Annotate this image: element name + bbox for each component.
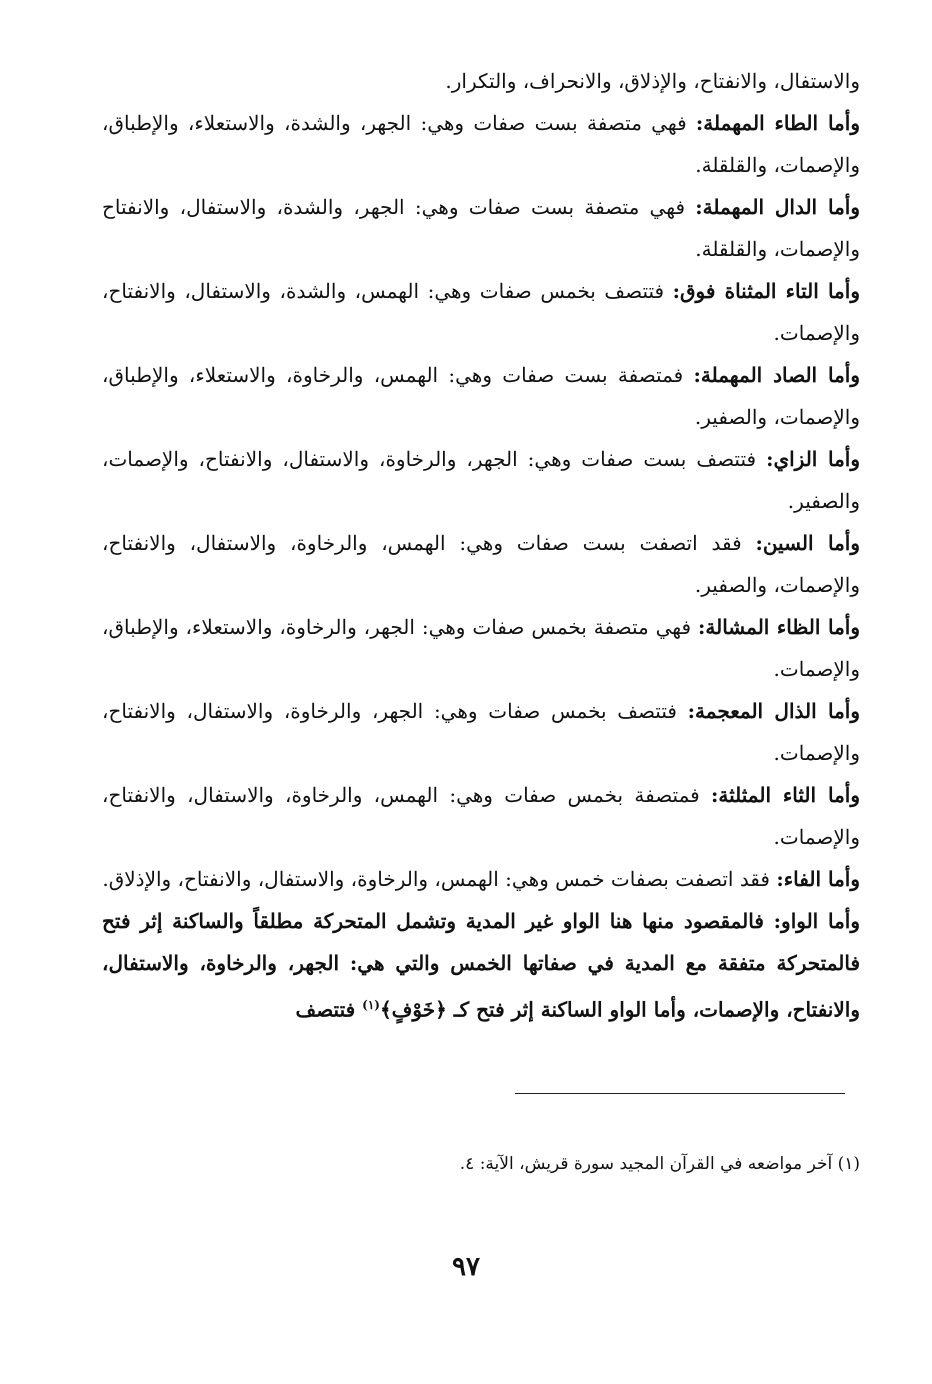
paragraph-heading: وأما السين: [755, 531, 860, 555]
paragraph-heading: وأما الدال المهملة: [695, 195, 861, 219]
paragraph-heading: وأما الزاي: [766, 447, 860, 471]
paragraph-text: فتتصف بخمس صفات وهي: الجهر، والرخاوة، والاستفال، والانفتاح، والإصمات. [102, 699, 860, 765]
paragraph [102, 858, 860, 900]
paragraph-text: فتتصف بخمس صفات وهي: الهمس، والشدة، والاستفال، والانفتاح، والإصمات. [102, 279, 860, 345]
paragraph-heading: وأما الطاء المهملة: [695, 111, 860, 135]
paragraph [102, 354, 860, 438]
paragraph [102, 102, 860, 186]
waw-paragraph [102, 900, 860, 1031]
paragraph [102, 60, 860, 102]
paragraph [102, 438, 860, 522]
paragraph [102, 270, 860, 354]
paragraph-text: فهي متصفة بست صفات وهي: الجهر، والشدة، والاستعلاء، والإطباق، والإصمات، والقلقلة. [102, 111, 860, 177]
paragraph [102, 606, 860, 690]
paragraph-text: فقد اتصفت بصفات خمس وهي: الهمس، والرخاوة، والاستفال، والانفتاح، والإذلاق. [102, 867, 777, 891]
paragraph-heading: وأما الذال المعجمة: [687, 699, 860, 723]
paragraph-heading: وأما الثاء المثلثة: [711, 783, 860, 807]
footnote-divider [515, 1093, 845, 1094]
paragraph-text: فهي متصفة بخمس صفات وهي: الجهر، والرخاوة، والاستعلاء، والإطباق، والإصمات. [102, 615, 860, 681]
footnote: (١) آخر مواضعه في القرآن المجيد سورة قريش، الآية: ٤. [459, 1154, 860, 1174]
paragraph-text: فتتصف بست صفات وهي: الجهر، والرخاوة، والاستفال، والانفتاح، والإصمات، والصفير. [102, 447, 860, 513]
paragraph-text: فهي متصفة بست صفات وهي: الجهر، والشدة، والاستفال، والانفتاح والإصمات، والقلقلة. [102, 195, 860, 261]
paragraph-text: فقد اتصفت بست صفات وهي: الهمس، والرخاوة، والاستفال، والانفتاح، والإصمات، والصفير. [102, 531, 860, 597]
paragraph-text: فمتصفة بست صفات وهي: الهمس، والرخاوة، والاستعلاء، والإطباق، والإصمات، والصفير. [102, 363, 860, 429]
paragraph-heading: وأما الصاد المهملة: [693, 363, 860, 387]
paragraph [102, 774, 860, 858]
paragraph [102, 186, 860, 270]
page-number: ٩٧ [452, 1252, 480, 1282]
paragraph [102, 522, 860, 606]
footnote-reference[interactable]: (١) [362, 998, 380, 1012]
paragraph-heading: وأما الظاء المشالة: [698, 615, 860, 639]
body-text [102, 60, 860, 1031]
paragraph-heading: وأما التاء المثناة فوق: [672, 279, 860, 303]
paragraph-heading: وأما الفاء: [776, 867, 860, 891]
paragraph-text: فمتصفة بخمس صفات وهي: الهمس، والرخاوة، والاستفال، والانفتاح، والإصمات. [102, 783, 860, 849]
waw-paragraph-text: وأما الواو: فالمقصود منها هنا الواو غير المدية وتشمل المتحركة مطلقاً والساكنة إثر فتح فالمتحركة متفقة مع المدية في صفاتها الخمس والتي هي: الجهر، والرخاوة، والاستفال، والانفتاح، والإصمات، وأما الواو الساكنة إثر فتح كـ ﴿خَوْفٍ﴾ [102, 909, 860, 1022]
paragraph [102, 690, 860, 774]
paragraph-text: والاستفال، والانفتاح، والإذلاق، والانحراف، والتكرار. [445, 69, 860, 93]
waw-paragraph-tail: فتتصف [295, 997, 363, 1022]
